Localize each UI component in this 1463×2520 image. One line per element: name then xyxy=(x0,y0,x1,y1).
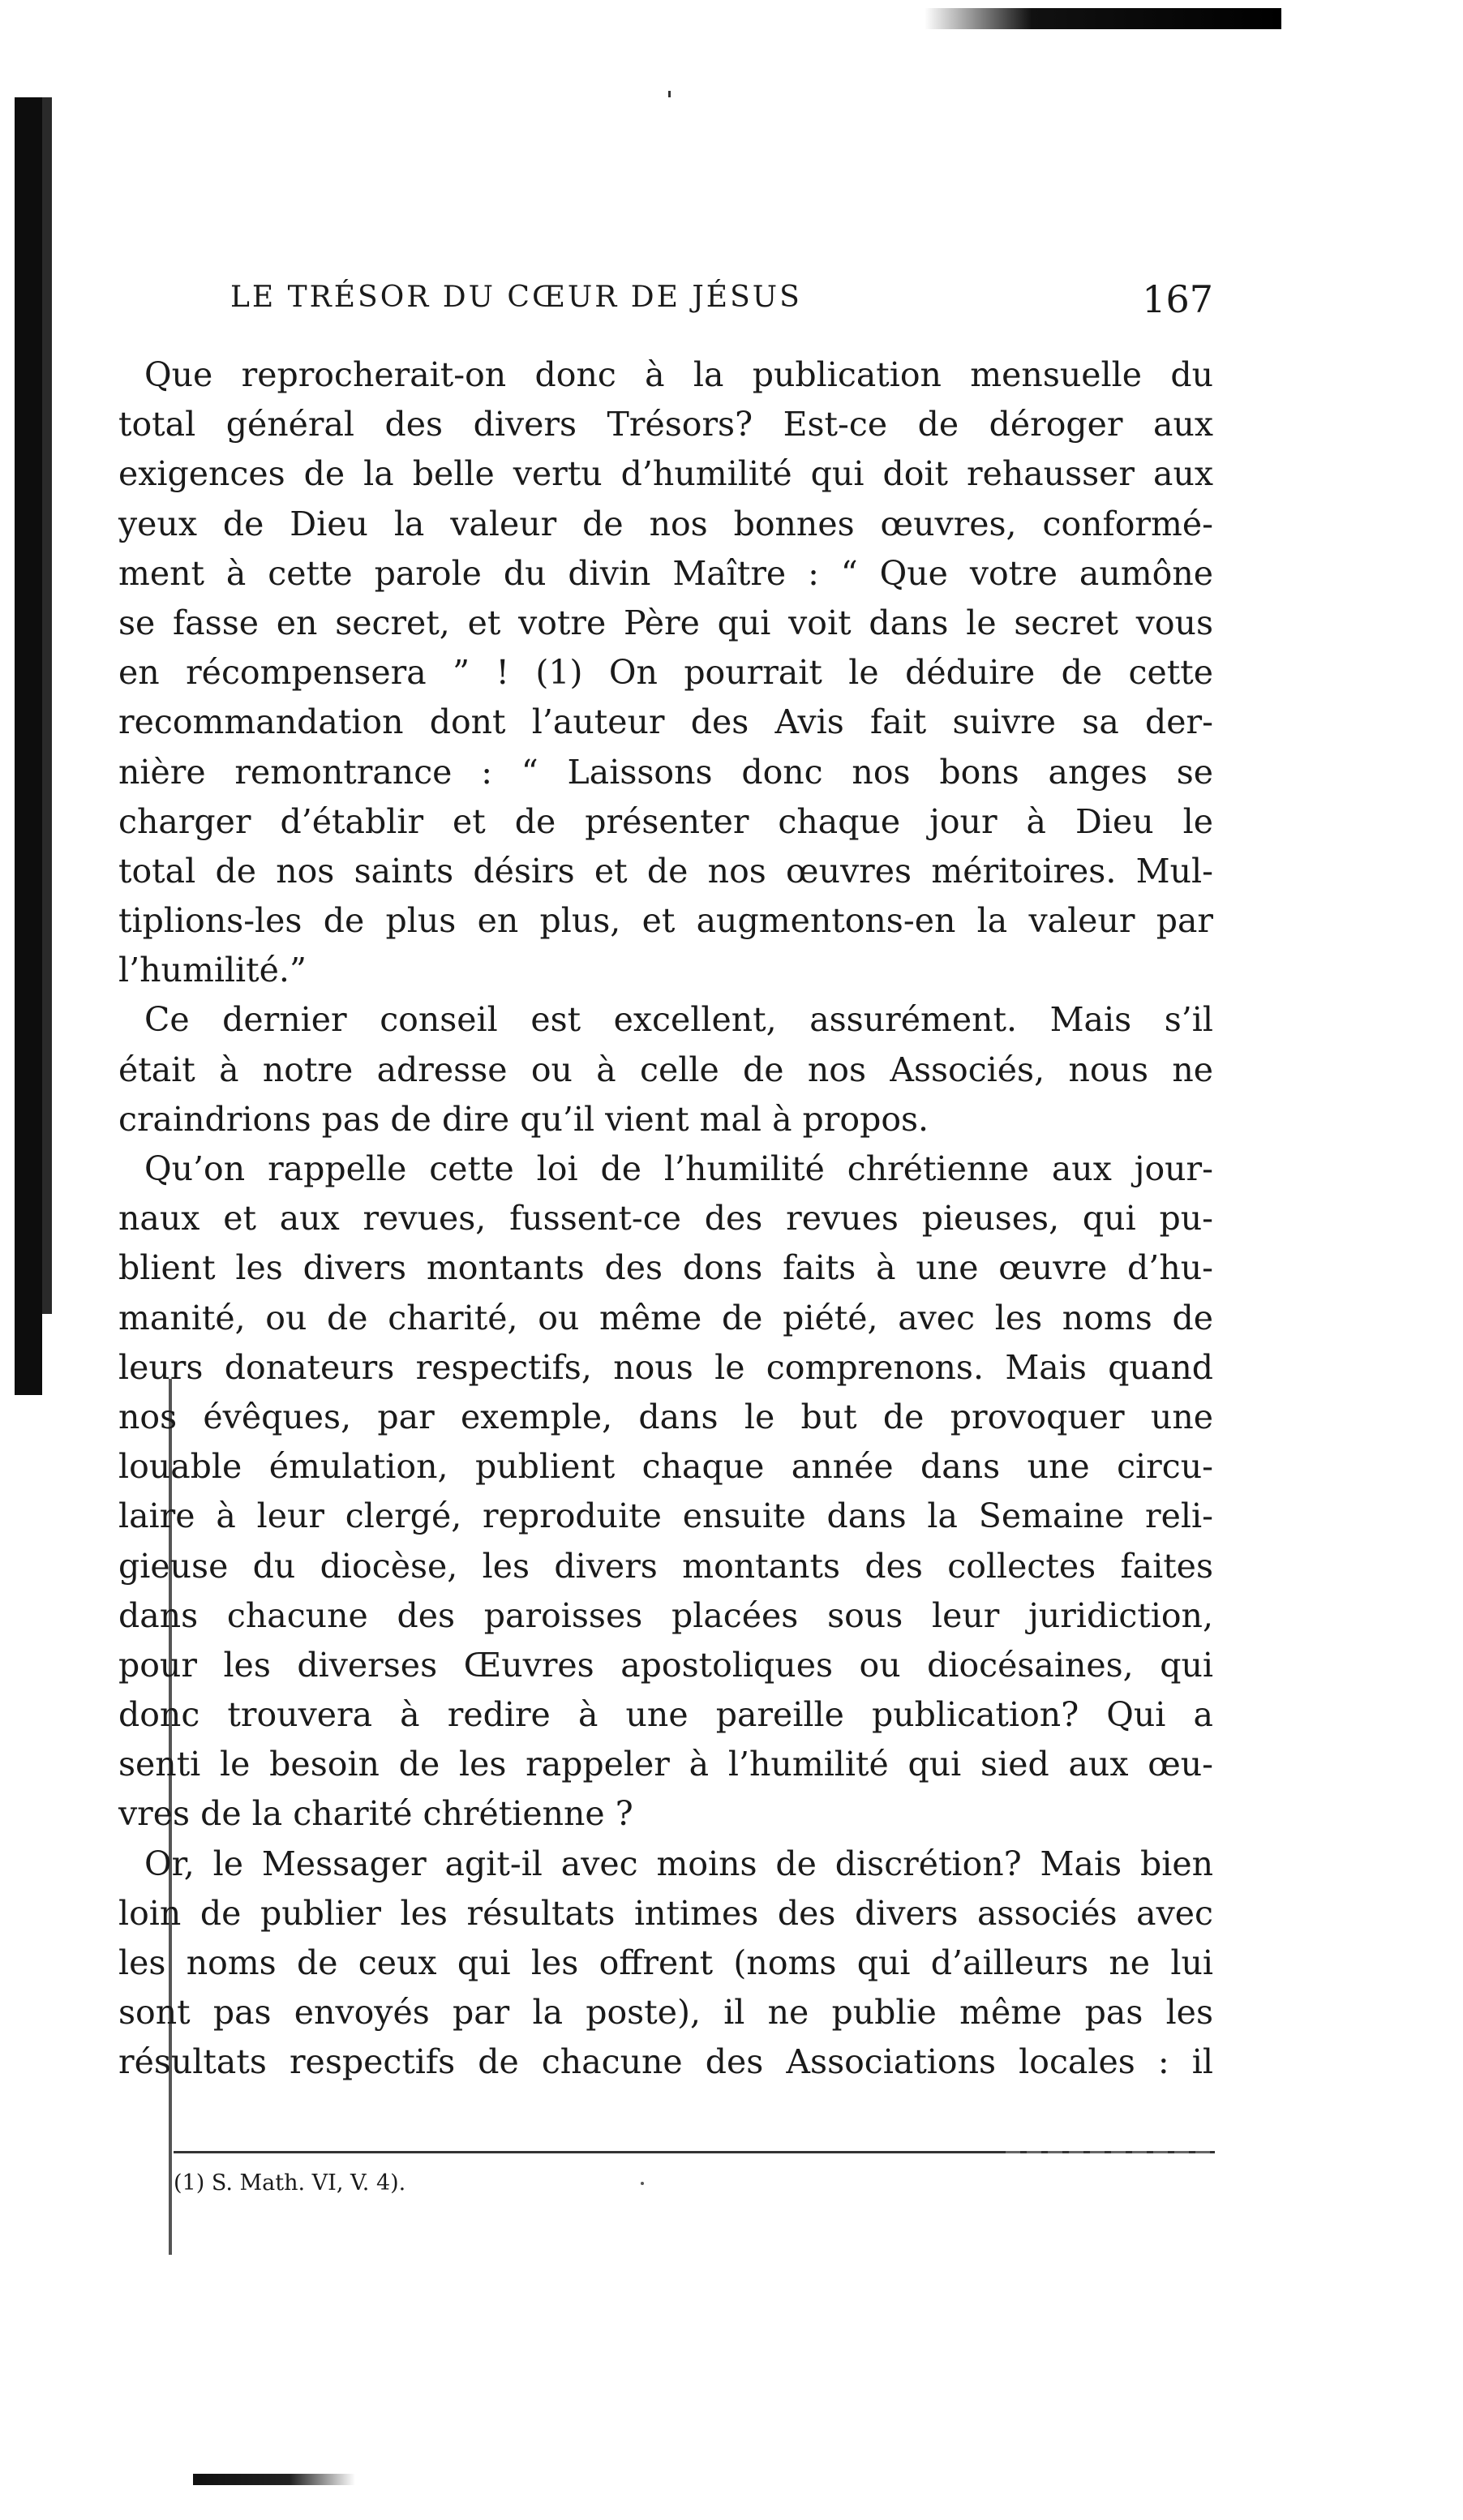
text-line: ment à cette parole du divin Maître : “ Que votre aumône xyxy=(118,553,1213,593)
text-line: leurs donateurs respectifs, nous le comprenons. Mais quand xyxy=(118,1347,1213,1387)
text-line: était à notre adresse ou à celle de nos Associés, nous ne xyxy=(118,1050,1213,1089)
text-line: blient les divers montants des dons faits à une œuvre d’hu- xyxy=(118,1248,1213,1288)
text-line: vres de la charité chrétienne ? xyxy=(118,1794,633,1834)
text-line: total général des divers Trésors? Est-ce de déroger aux xyxy=(118,405,1213,444)
text-line: recommandation dont l’auteur des Avis fait suivre sa der- xyxy=(118,702,1213,742)
text-line: donc trouvera à redire à une pareille publication? Qui a xyxy=(118,1695,1213,1735)
body-text xyxy=(118,350,1213,2088)
text-line: total de nos saints désirs et de nos œuvres méritoires. Mul- xyxy=(118,851,1213,891)
text-line: pour les diverses Œuvres apostoliques ou diocésaines, qui xyxy=(118,1645,1213,1685)
scan-speck xyxy=(668,91,671,97)
text-line: laire à leur clergé, reproduite ensuite dans la Semaine reli- xyxy=(118,1496,1213,1536)
text-line: craindrions pas de dire qu’il vient mal à propos. xyxy=(118,1099,929,1139)
running-head xyxy=(117,277,1213,329)
text-line: l’humilité.” xyxy=(118,951,307,990)
text-line: yeux de Dieu la valeur de nos bonnes œuvres, conformé- xyxy=(118,504,1213,543)
text-line: Ce dernier conseil est excellent, assurément. Mais s’il xyxy=(144,1000,1213,1040)
scan-shadow-left-inner xyxy=(42,97,52,1314)
text-line: Que reprocherait-on donc à la publication mensuelle du xyxy=(144,355,1213,394)
text-line: Qu’on rappelle cette loi de l’humilité chrétienne aux jour- xyxy=(144,1149,1213,1188)
text-line: loin de publier les résultats intimes des divers associés avec xyxy=(118,1893,1213,1933)
footnote: (1) S. Math. VI, V. 4). xyxy=(174,2170,406,2196)
text-line: résultats respectifs de chacune des Associations locales : il xyxy=(118,2042,1213,2082)
text-line: charger d’établir et de présenter chaque jour à Dieu le xyxy=(118,801,1213,841)
text-line: nos évêques, par exemple, dans le but de provoquer une xyxy=(118,1397,1213,1436)
scan-streak-bottom xyxy=(193,2474,355,2485)
text-line: senti le besoin de les rappeler à l’humilité qui sied aux œu- xyxy=(118,1745,1213,1784)
text-line: naux et aux revues, fussent-ce des revues pieuses, qui pu- xyxy=(118,1199,1213,1239)
scan-streak-top xyxy=(925,8,1281,29)
text-line: exigences de la belle vertu d’humilité qui doit rehausser aux xyxy=(118,454,1213,494)
footnote-rule-dashes xyxy=(1006,2151,1215,2153)
page-number: 167 xyxy=(1142,277,1213,321)
text-line: Or, le Messager agit-il avec moins de discrétion? Mais bien xyxy=(144,1844,1213,1883)
text-line: les noms de ceux qui les offrent (noms qui d’ailleurs ne lui xyxy=(118,1943,1213,1982)
text-line: tiplions-les de plus en plus, et augmentons-en la valeur par xyxy=(118,901,1213,941)
text-line: se fasse en secret, et votre Père qui voit dans le secret vous xyxy=(118,603,1213,642)
scan-speck-footnote xyxy=(641,2182,644,2185)
text-line: louable émulation, publient chaque année dans une circu- xyxy=(118,1447,1213,1487)
text-line: gieuse du diocèse, les divers montants des collectes faites xyxy=(118,1546,1213,1586)
text-line: nière remontrance : “ Laissons donc nos bons anges se xyxy=(118,752,1213,792)
text-line: manité, ou de charité, ou même de piété, avec les noms de xyxy=(118,1298,1213,1337)
running-title: LE TRÉSOR DU CŒUR DE JÉSUS xyxy=(230,281,802,314)
text-line: en récompensera ” ! (1) On pourrait le déduire de cette xyxy=(118,653,1213,693)
text-line: dans chacune des paroisses placées sous leur juridiction, xyxy=(118,1595,1213,1635)
text-line: sont pas envoyés par la poste), il ne publie même pas les xyxy=(118,1993,1213,2033)
scan-shadow-left xyxy=(15,97,42,1395)
